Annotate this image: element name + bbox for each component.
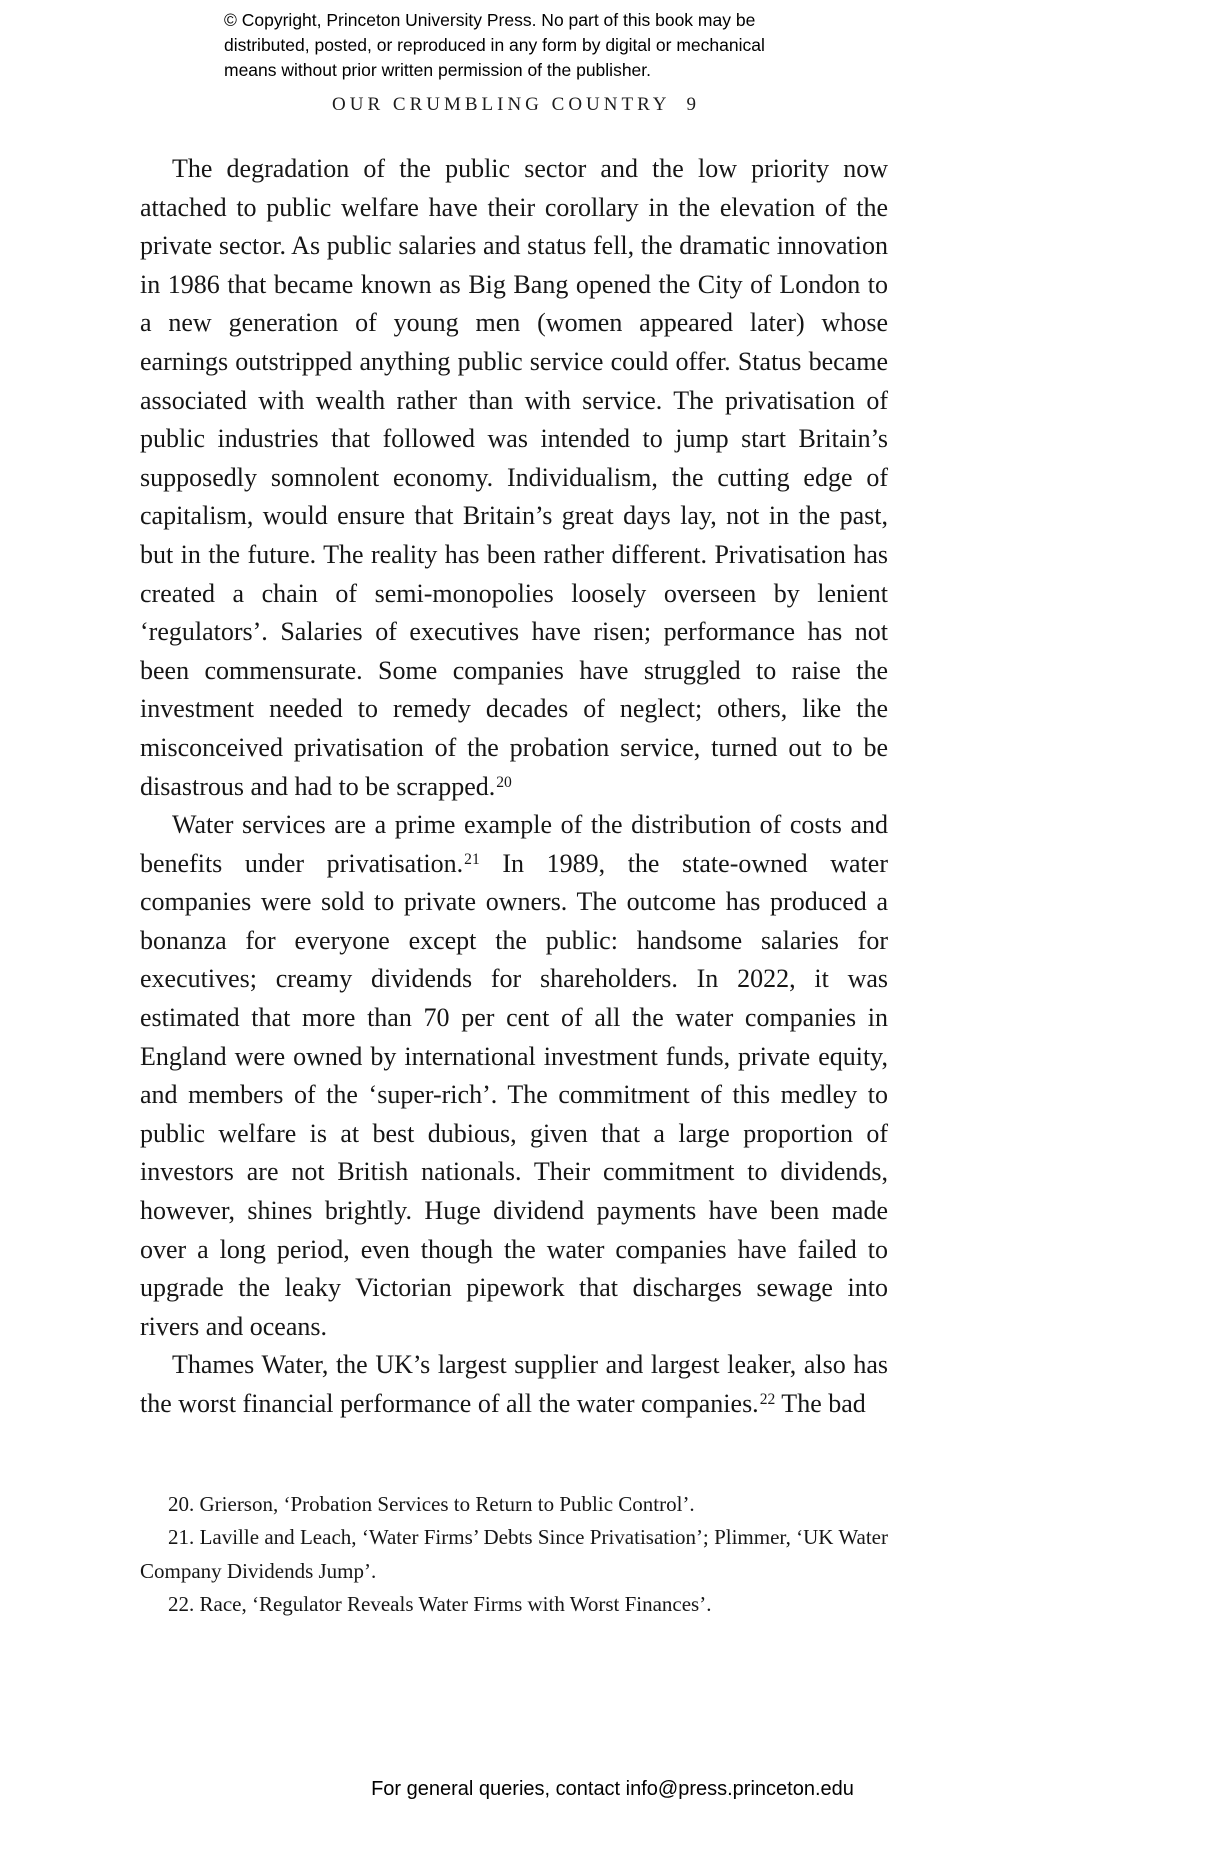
body-text (140, 150, 888, 1622)
paragraph-text: The bad (775, 1389, 866, 1418)
footnotes-section (140, 1488, 888, 1622)
paragraph-text: Water services are a prime example of the distribution of costs and benefits under privatisation. (140, 810, 888, 878)
paragraph-text: In 1989, the state-owned water companies were sold to private owners. The outcome has produced a bonanza for everyone except the public: handsome salaries for executives; creamy dividends for shareholders. In 2022, it was estimated that more than 70 per cent of all the water companies in England were owned by international investment funds, private equity, and members of the ‘super-rich’. The commitment of this medley to public welfare is at best dubious, given that a large proportion of investors are not British nationals. Their commitment to dividends, however, shines brightly. Huge dividend payments have been made over a long period, even though the water companies have failed to upgrade the leaky Victorian pipework that discharges sewage into rivers and oceans. (140, 848, 889, 1341)
footnote-marker-21: 21 (464, 850, 480, 868)
page-number: 9 (686, 94, 696, 115)
footnote-22: 22. Race, ‘Regulator Reveals Water Firms with Worst Finances’. (168, 1592, 712, 1617)
footnote-marker-20: 20 (496, 773, 512, 791)
footnote-21: 21. Laville and Leach, ‘Water Firms’ Debts Since Privatisation’; Plimmer, ‘UK Water Company Dividends Jump’. (140, 1525, 888, 1583)
paragraph-thames-water (140, 1346, 888, 1423)
paragraph-water-services (140, 806, 888, 1346)
footnote-20: 20. Grierson, ‘Probation Services to Return to Public Control’. (168, 1491, 695, 1516)
paragraph-degradation (140, 150, 888, 806)
copyright-line-2: distributed, posted, or reproduced in any form by digital or mechanical (224, 35, 765, 55)
paragraph-text: Thames Water, the UK’s largest supplier and largest leaker, also has the worst financial performance of all the water companies. (140, 1350, 888, 1418)
copyright-line-3: means without prior written permission of the publisher. (224, 60, 652, 80)
running-head (140, 94, 888, 116)
running-head-title: OUR CRUMBLING COUNTRY (332, 94, 671, 115)
copyright-notice (224, 8, 765, 83)
copyright-line-1: © Copyright, Princeton University Press. No part of this book may be (224, 10, 756, 30)
footnote-marker-22: 22 (759, 1391, 776, 1409)
footer-text: For general queries, contact info@press.princeton.edu (371, 1778, 854, 1800)
page-footer (0, 1778, 1225, 1801)
paragraph-text: The degradation of the public sector and the low priority now attached to public welfare have their corollary in the elevation of the private sector. As public salaries and status fell, the dramatic innovation in 1986 that became known as Big Bang opened the City of London to a new generation of young men (women appeared later) whose earnings outstripped anything public service could offer. Status became associated with wealth rather than with service. The privatisation of public industries that followed was intended to jump start Britain’s supposedly somnolent economy. Individualism, the cutting edge of capitalism, would ensure that Britain’s great days lay, not in the past, but in the future. The reality has been rather different. Privatisation has created a chain of semi-monopolies loosely overseen by lenient ‘regulators’. Salaries of executives have risen; performance has not been commensurate. Some companies have struggled to raise the investment needed to remedy decades of neglect; others, like the misconceived privatisation of the probation service, turned out to be disastrous and had to be scrapped. (140, 154, 888, 801)
